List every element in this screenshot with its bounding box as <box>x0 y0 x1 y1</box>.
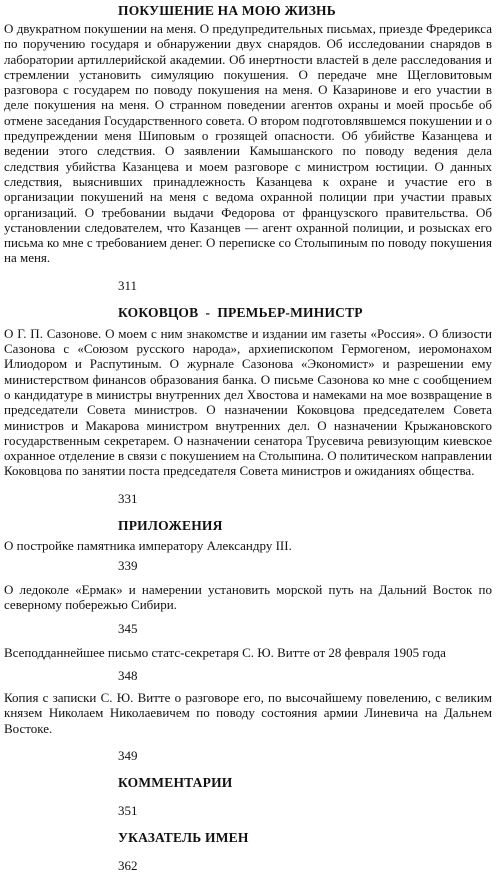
appendix-text: Копия с записки С. Ю. Витте о разговоре его, по высочайшему повелению, с великим князем Николаем Николаевичем по поводу состояния армии Линевича на Дальнем Востоке. <box>4 689 492 736</box>
appendix-item-1 <box>4 538 492 574</box>
appendix-text: О постройке памятника императору Александру III. <box>4 537 292 553</box>
section-ukazatel <box>4 829 492 874</box>
page-number: 331 <box>118 490 138 506</box>
appendix-item-4 <box>4 690 492 764</box>
page-number: 311 <box>118 277 138 293</box>
section-title: КОММЕНТАРИИ <box>118 774 233 790</box>
page-number: 345 <box>118 620 138 636</box>
appendix-item-3 <box>4 645 492 684</box>
section-summary: О двукратном покушении на меня. О предупредительных письмах, приезде Фредерикса по поручению государя и обнаружении двух снарядов. Об исследовании снарядов в лаборатории артиллерийской академии. Об инертности властей в деле расследования и стремлении установить симуляцию покушения. О передаче мне Щегловитовым разговора с государем по поводу покушения на меня. О Казаринове и его участии в деле покушения на меня. О странном поведении агентов охраны и моей просьбе об отмене заседания Государственного совета. О втором подготовлявшемся покушении и о предупреждении меня Шиповым о грозящей опасности. Об убийстве Казанцева и ведении этого следствия. О заявлении Камышанского по поводу ведения дела следствия убийства Казанцева и моем разговоре с министром юстиции. О данных следствия, выяснивших принадлежность Казанцева к охране и участие его в организации покушений на меня с ведома охранной полиции при участии правых организаций. О требовании выдачи Федорова от французского правительства. Об установлении следователем, что Казанцев — агент охранной полиции, и розысках его письма ко мне с требованием денег. О переписке со Столыпиным по поводу покушения на меня. <box>4 21 492 266</box>
page-number: 348 <box>118 667 138 683</box>
section-title: ПРИЛОЖЕНИЯ <box>118 517 223 533</box>
section-pokushenie <box>4 2 492 294</box>
section-kommentarii <box>4 774 492 819</box>
appendix-text: Всеподданнейшее письмо статс-секретаря С. Ю. Витте от 28 февраля 1905 года <box>4 644 446 660</box>
page-number: 339 <box>118 558 138 574</box>
page-number: 362 <box>118 857 138 873</box>
section-kokovtsov <box>4 304 492 507</box>
section-summary: О Г. П. Сазонове. О моем с ним знакомстве и издании им газеты «Россия». О близости Сазонова с «Союзом русского народа», архиепископом Гермогеном, иеромонахом Илиодором и Распутиным. О журнале Сазонова «Экономист» и разрешении ему министерством финансов образования банка. О письме Сазонова ко мне с сообщением о кандидатуре в министры внутренних дел Хвостова и намеками на мое возвращение в председатели Совета министров. О назначении Коковцова председателем Совета министров и Макарова министром внутренних дел. О назначении Крыжановского государственным секретарем. О назначении сенатора Трусевича ревизующим киевское охранное отделение в связи с покушением на Столыпина. О политическом направлении Коковцова по занятии поста председателя Совета министров и ожиданиях общества. <box>4 325 492 479</box>
page-number: 349 <box>118 747 138 763</box>
section-title: УКАЗАТЕЛЬ ИМЕН <box>118 829 249 845</box>
appendix-text: О ледоколе «Ермак» и намерении установить морской путь на Дальний Восток по северному побережью Сибири. <box>4 582 492 613</box>
section-title: КОКОВЦОВ - ПРЕМЬЕР-МИНИСТР <box>118 304 363 320</box>
section-title: ПОКУШЕНИЕ НА МОЮ ЖИЗНЬ <box>118 3 336 18</box>
toc-page <box>4 0 492 874</box>
page-number: 351 <box>118 802 138 818</box>
appendix-item-2 <box>4 582 492 637</box>
section-prilozheniya <box>4 517 492 534</box>
